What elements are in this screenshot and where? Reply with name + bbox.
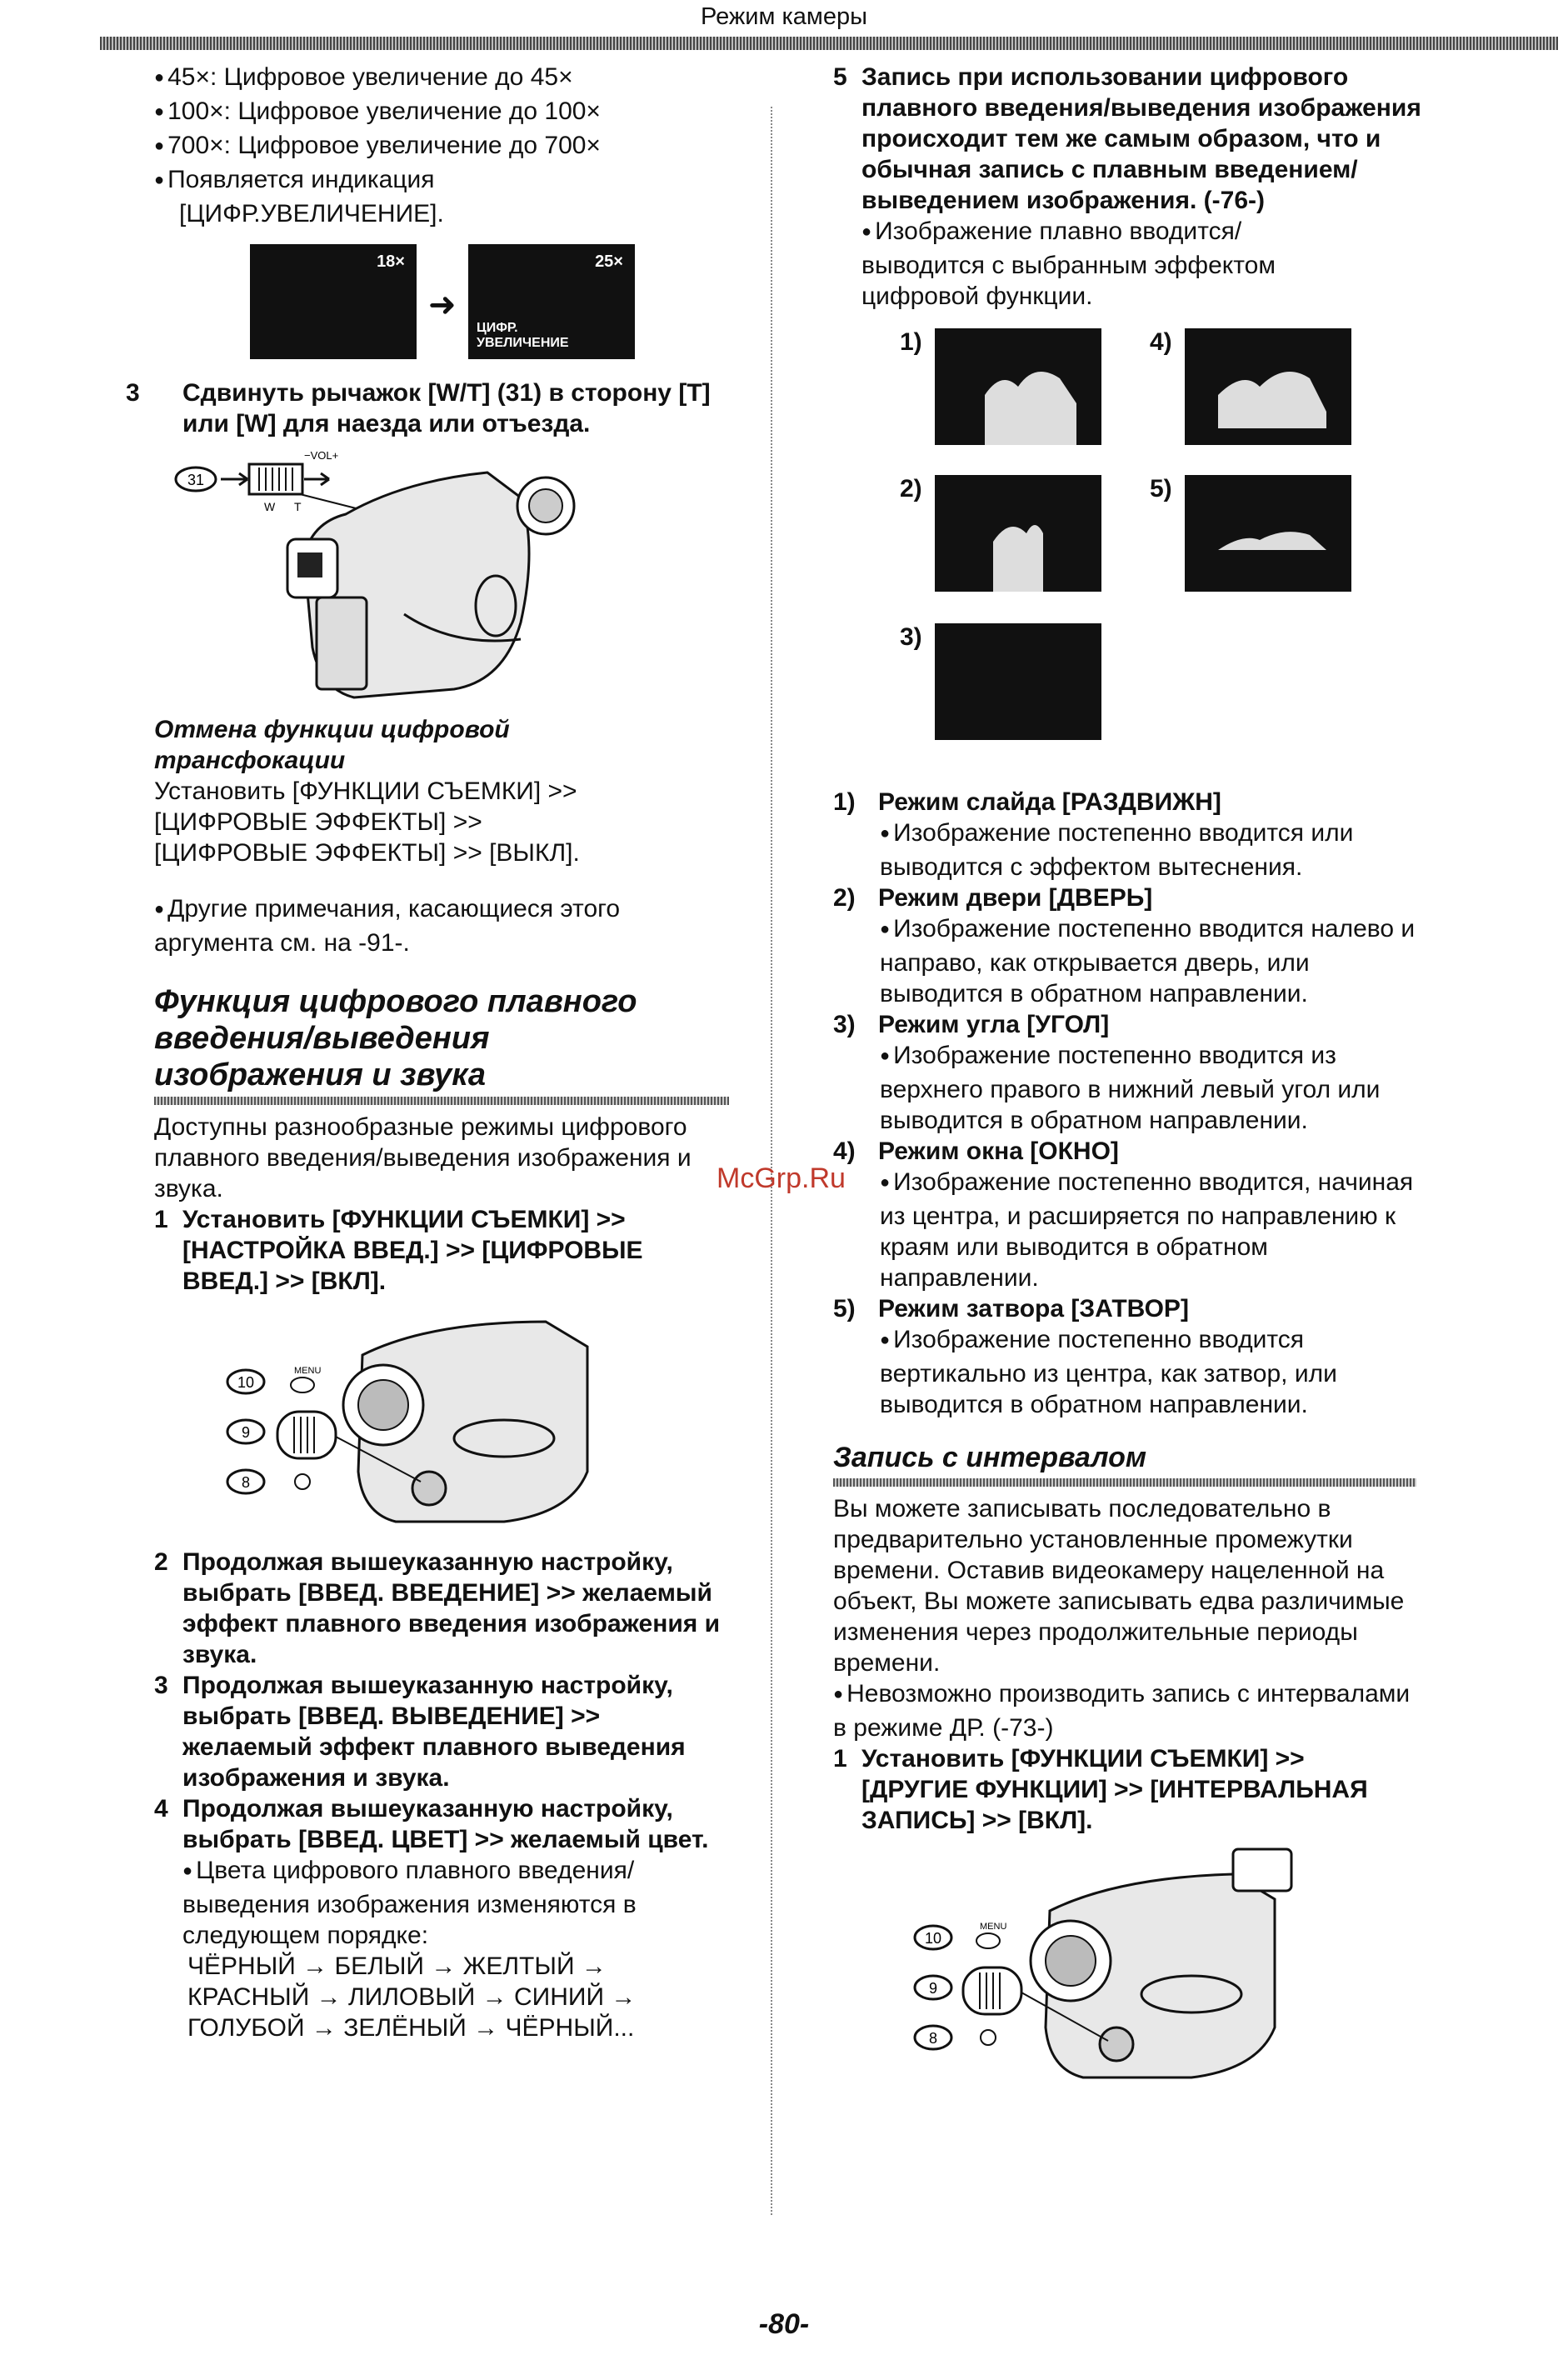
camera-interval-svg [900, 1844, 1366, 2094]
fade-image [1185, 328, 1351, 445]
mode-title-text: Режим угла [УГОЛ] [878, 1011, 1110, 1038]
right-column [833, 62, 1421, 2102]
section-intro: Доступны разнообразные режимы цифрового плавного введения/выведения изображения и звука. [154, 1113, 692, 1202]
zoom-bullet-100: ● 100×: Цифровое увеличение до 100× [154, 96, 729, 130]
camera-interval-illustration [900, 1844, 1416, 2094]
button-9-label: 9 [241, 1424, 251, 1441]
step-1-interval [833, 1743, 1416, 1836]
step-text: Установить [ФУНКЦИИ СЪЕМКИ] >> [НАСТРОЙКА ВВЕД.] >> [ЦИФРОВЫЕ ВВЕД.] >> [ВКЛ]. [182, 1206, 643, 1295]
fade-image [1185, 475, 1351, 592]
zoom-screens [250, 244, 729, 361]
screen-label-line1: ЦИФР. [477, 321, 518, 335]
fade-modes-list [833, 787, 1416, 1420]
page-number: -80- [758, 2308, 810, 2340]
mode-title-text: Режим слайда [РАЗДВИЖН] [878, 788, 1221, 816]
step-number: 3 [126, 379, 140, 407]
cancel-line-2: [ЦИФРОВЫЕ ЭФФЕКТЫ] >> [154, 808, 482, 836]
mode-title-text: Режим окна [ОКНО] [878, 1138, 1119, 1165]
screen-label-line2: УВЕЛИЧЕНИЕ [477, 336, 569, 350]
mode-number: 2) [833, 884, 856, 912]
mode-number: 3) [833, 1011, 856, 1038]
step-4-fade-color [154, 1793, 729, 1855]
cancel-line-3: [ЦИФРОВЫЕ ЭФФЕКТЫ] >> [ВЫКЛ]. [154, 839, 580, 867]
mode-title-text: Режим двери [ДВЕРЬ] [878, 884, 1153, 912]
mode-corner-desc: ● Изображение постепенно вводится из верхнего правого в нижний левый угол или выводится в обратном направлении. [833, 1040, 1416, 1136]
interval-note: ● Невозможно производить запись с интервалами в режиме ДР. (-73-) [833, 1678, 1416, 1743]
screen-before [250, 244, 417, 359]
interval-intro: Вы можете записывать последовательно в предварительно установленные промежутки времени. Оставив видеокамеру нацеленной на объект, Вы можете записывать едва различимые изменения через продолжительные периоды времени. [833, 1495, 1405, 1677]
zoom-bullet-45: ● 45×: Цифровое увеличение до 45× [154, 62, 729, 96]
menu-label: MENU [294, 1366, 322, 1376]
colors-line-1: ЧЁРНЫЙ → БЕЛЫЙ → ЖЕЛТЫЙ → [187, 1952, 607, 1980]
colors-note: ● Цвета цифрового плавного введения/выведения изображения изменяются в следующем порядке: [154, 1855, 666, 1951]
step-text: Продолжая вышеуказанную настройку, выбрать [ВВЕД. ВВЕДЕНИЕ] >> желаемый эффект плавного введения изображения и звука. [182, 1548, 721, 1668]
camera-zoom-illustration [154, 448, 729, 706]
step-text: Продолжая вышеуказанную настройку, выбрать [ВВЕД. ВЫВЕДЕНИЕ] >> желаемый эффект плавного выведения изображения и звука. [182, 1672, 686, 1792]
step-5-fade-record [833, 62, 1428, 216]
screen-after-label [477, 321, 569, 351]
fade-label: 1) [900, 328, 922, 356]
step-number: 1 [154, 1206, 168, 1233]
mode-number: 1) [833, 788, 856, 816]
button-10-label: 10 [237, 1374, 255, 1391]
mode-slide-title [833, 787, 1416, 818]
step-1-fade [154, 1204, 729, 1297]
mode-window-desc: ● Изображение постепенно вводится, начиная из центра, и расширяется по направлению к краям или выводится в обратном направлении. [833, 1167, 1416, 1293]
mode-shutter-title [833, 1293, 1416, 1324]
zoom-indicator-text: [ЦИФР.УВЕЛИЧЕНИЕ]. [179, 200, 444, 228]
step-number: 4 [154, 1795, 168, 1822]
vol-label: −VOL+ [304, 449, 339, 462]
step-number: 1 [833, 1745, 847, 1772]
camera-side-illustration [154, 448, 621, 706]
mode-door-title [833, 882, 1416, 913]
camera-menu-illustration [154, 1305, 729, 1538]
zoom-bullet-indicator: ● Появляется индикация [154, 164, 729, 198]
section-rule [833, 1478, 1416, 1487]
mode-number: 4) [833, 1138, 856, 1165]
camera-menu-svg [154, 1305, 621, 1538]
step-5-bullet: ● Изображение плавно вводится/выводится с выбранным эффектом цифровой функции. [833, 216, 1328, 312]
fade-label: 2) [900, 475, 922, 502]
fade-examples [833, 328, 1416, 762]
mode-door-desc: ● Изображение постепенно вводится налево и направо, как открывается дверь, или выводится в обратном направлении. [833, 913, 1416, 1009]
fade-label: 4) [1150, 328, 1172, 356]
page-header-title: Режим камеры [701, 3, 867, 30]
section-title-fade: Функция цифрового плавного введения/выведения изображения и звука [154, 984, 637, 1092]
colors-line-3: ГОЛУБОЙ → ЗЕЛЁНЫЙ → ЧЁРНЫЙ... [187, 2014, 635, 2042]
lever-label: 31 [187, 472, 205, 488]
step-number: 5 [833, 63, 847, 91]
mode-shutter-desc: ● Изображение постепенно вводится вертикально из центра, как затвор, или выводится в обратном направлении. [833, 1324, 1416, 1420]
screen-after [468, 244, 635, 359]
button-8-label: 8 [241, 1474, 251, 1491]
step-3-zoom [126, 378, 729, 439]
mode-window-title [833, 1136, 1416, 1167]
t-label: T [294, 500, 302, 513]
arrow-right-icon: ➜ [428, 287, 457, 323]
mode-corner-title [833, 1009, 1416, 1040]
fade-image [935, 475, 1101, 592]
cancel-title: Отмена функции цифровой трансфокации [154, 716, 510, 774]
step-2-fade-in [154, 1547, 729, 1670]
button-8-label: 8 [928, 2030, 938, 2047]
step-number: 3 [154, 1672, 168, 1699]
step-text: Продолжая вышеуказанную настройку, выбрать [ВВЕД. ЦВЕТ] >> желаемый цвет. [182, 1795, 709, 1853]
step-text: Запись при использовании цифрового плавного введения/выведения изображения происходит тем же самым образом, что и обычная запись с плавным введением/выведением изображения. (-76-) [861, 63, 1421, 214]
step-text: Сдвинуть рычажок [W/T] (31) в сторону [T] или [W] для наезда или отъезда. [182, 379, 711, 438]
section-title-interval: Запись с интервалом [833, 1442, 1146, 1473]
mode-number: 5) [833, 1295, 856, 1322]
button-10-label: 10 [924, 1930, 942, 1947]
fade-label: 5) [1150, 475, 1172, 502]
step-3-fade-out [154, 1670, 729, 1793]
fade-image [935, 328, 1101, 445]
cancel-line-1: Установить [ФУНКЦИИ СЪЕМКИ] >> [154, 778, 577, 805]
zoom-bullet-700: ● 700×: Цифровое увеличение до 700× [154, 130, 729, 164]
header-rule [100, 37, 1558, 50]
mode-slide-desc: ● Изображение постепенно вводится или выводится с эффектом вытеснения. [833, 818, 1416, 882]
screen-before-zoom: 18× [377, 252, 405, 271]
watermark: McGrp.Ru [717, 1162, 846, 1194]
mode-title-text: Режим затвора [ЗАТВОР] [878, 1295, 1189, 1322]
column-divider [771, 107, 772, 2215]
menu-label: MENU [980, 1922, 1007, 1932]
fade-image [935, 623, 1101, 740]
colors-line-2: КРАСНЫЙ → ЛИЛОВЫЙ → СИНИЙ → [187, 1983, 637, 2011]
section-rule [154, 1097, 729, 1105]
step-text: Установить [ФУНКЦИИ СЪЕМКИ] >> [ДРУГИЕ ФУНКЦИИ] >> [ИНТЕРВАЛЬНАЯ ЗАПИСЬ] >> [ВКЛ]. [861, 1745, 1368, 1834]
w-label: W [264, 500, 276, 513]
left-column [126, 62, 729, 2043]
step-number: 2 [154, 1548, 168, 1576]
screen-after-zoom: 25× [595, 252, 623, 271]
fade-label: 3) [900, 623, 922, 651]
button-9-label: 9 [928, 1980, 938, 1997]
other-notes: ● Другие примечания, касающиеся этого аргумента см. на -91-. [154, 893, 687, 958]
